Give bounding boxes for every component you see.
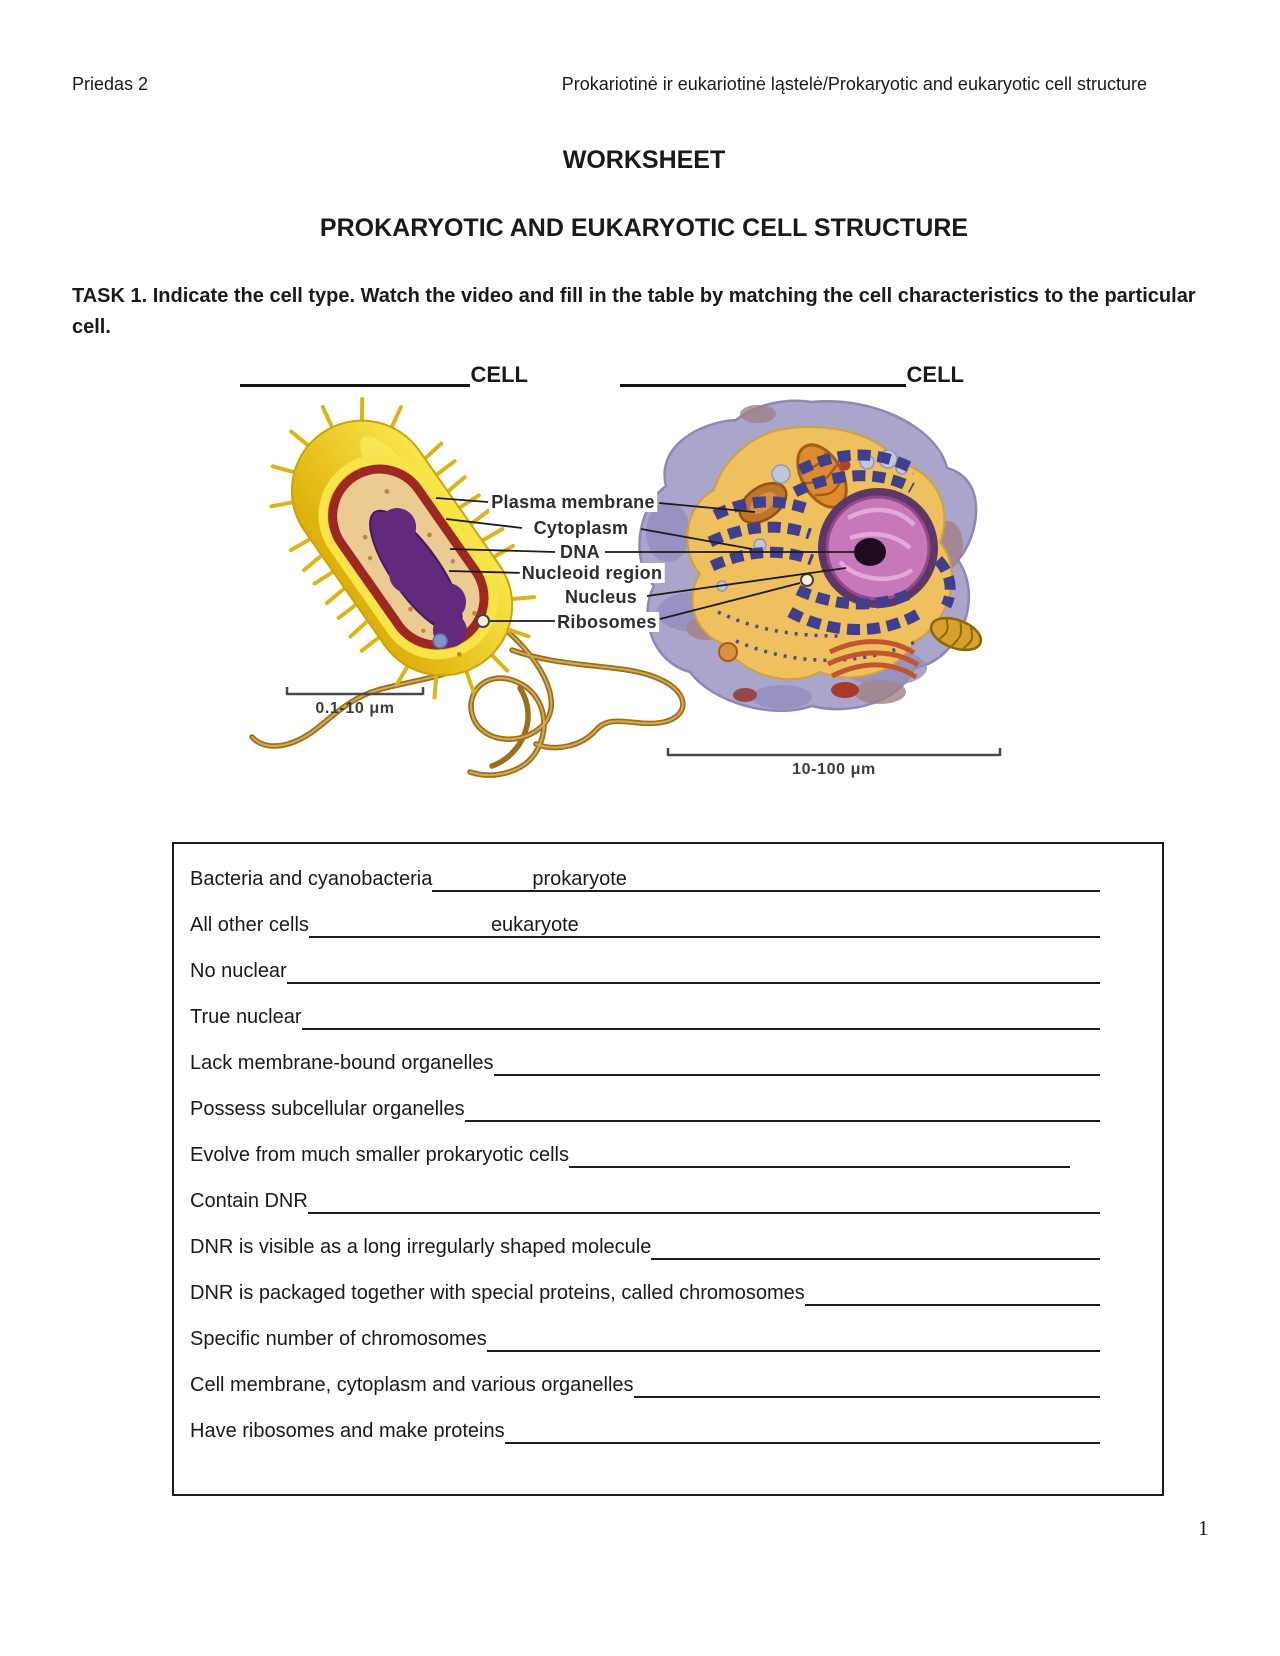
row-label: All other cells: [190, 914, 309, 936]
ribosome-marker-right: [801, 574, 813, 586]
table-row: [190, 1086, 1100, 1132]
prokaryote-cell-art: [233, 363, 570, 733]
main-title: PROKARYOTIC AND EUKARYOTIC CELL STRUCTURE: [319, 214, 969, 242]
table-row: [190, 948, 1100, 994]
row-label: Contain DNR: [190, 1190, 308, 1212]
table-row: [190, 1316, 1100, 1362]
answer-text: eukaryote: [489, 902, 591, 938]
table-row: [190, 1408, 1100, 1454]
blank-line: [309, 902, 489, 938]
fill-line: [302, 994, 1100, 1030]
scale-label-prokaryote: 0.1-10 μm: [315, 700, 395, 717]
row-label: DNR is visible as a long irregularly shaped molecule: [190, 1236, 652, 1258]
row-label: Lack membrane-bound organelles: [190, 1052, 494, 1074]
scale-label-eukaryote: 10-100 μm: [792, 761, 876, 778]
row-label: Bacteria and cyanobacteria: [190, 868, 433, 890]
answer-text: prokaryote: [530, 856, 639, 892]
table-row: [190, 1224, 1100, 1270]
label-ribosomes: Ribosomes: [557, 612, 657, 632]
nucleus-art: [818, 488, 938, 608]
fill-line: [639, 856, 1100, 892]
table-row: [190, 994, 1100, 1040]
fill-line: [299, 948, 1100, 984]
label-plasma-membrane: Plasma membrane: [491, 492, 655, 512]
row-label: Possess subcellular organelles: [190, 1098, 465, 1120]
row-label: Cell membrane, cytoplasm and various organelles: [190, 1374, 634, 1396]
row-label: Evolve from much smaller prokaryotic cells: [190, 1144, 569, 1166]
fill-line: [505, 1408, 1100, 1444]
fill-line: [651, 1224, 1100, 1260]
task-instruction: TASK 1. Indicate the cell type. Watch the video and fill in the table by matching the cell characteristics to the particular cell.: [72, 285, 1196, 338]
fill-line: [805, 1270, 1100, 1306]
row-label: Specific number of chromosomes: [190, 1328, 487, 1350]
blank-line: [432, 856, 530, 892]
fill-line: [465, 1086, 1100, 1122]
fill-line: [591, 902, 1100, 938]
fill-line: [569, 1132, 1070, 1168]
table-row: [190, 902, 1100, 948]
caption-label: CELL: [906, 362, 964, 387]
header-right: Prokariotinė ir eukariotinė ląstelė/Prokaryotic and eukaryotic cell structure: [561, 74, 1147, 94]
table-row: [190, 1362, 1100, 1408]
row-label: No nuclear: [190, 960, 287, 982]
fill-line: [308, 1178, 1100, 1214]
fill-line: [634, 1362, 1100, 1398]
table-row: [190, 1270, 1100, 1316]
table-row: [190, 1040, 1100, 1086]
label-cytoplasm: Cytoplasm: [533, 518, 629, 538]
label-dna: DNA: [560, 542, 600, 562]
row-label: DNR is packaged together with special proteins, called chromosomes: [190, 1282, 805, 1304]
row-label: True nuclear: [190, 1006, 302, 1028]
worksheet-title: WORKSHEET: [562, 146, 726, 174]
label-nucleus: Nucleus: [564, 587, 638, 607]
table-row: [190, 856, 1100, 902]
page-number: 1: [1198, 1516, 1209, 1540]
caption-label: CELL: [470, 362, 528, 387]
header-left: Priedas 2: [72, 74, 149, 94]
eukaryote-cell-art: [639, 401, 985, 711]
answer-table: [172, 842, 1164, 1496]
ribosome-marker-left: [477, 615, 489, 627]
table-row: [190, 1132, 1100, 1178]
table-row: [190, 1178, 1100, 1224]
label-nucleoid-region: Nucleoid region: [521, 563, 663, 583]
fill-line: [494, 1040, 1100, 1076]
row-label: Have ribosomes and make proteins: [190, 1420, 505, 1442]
fill-line: [487, 1316, 1100, 1352]
